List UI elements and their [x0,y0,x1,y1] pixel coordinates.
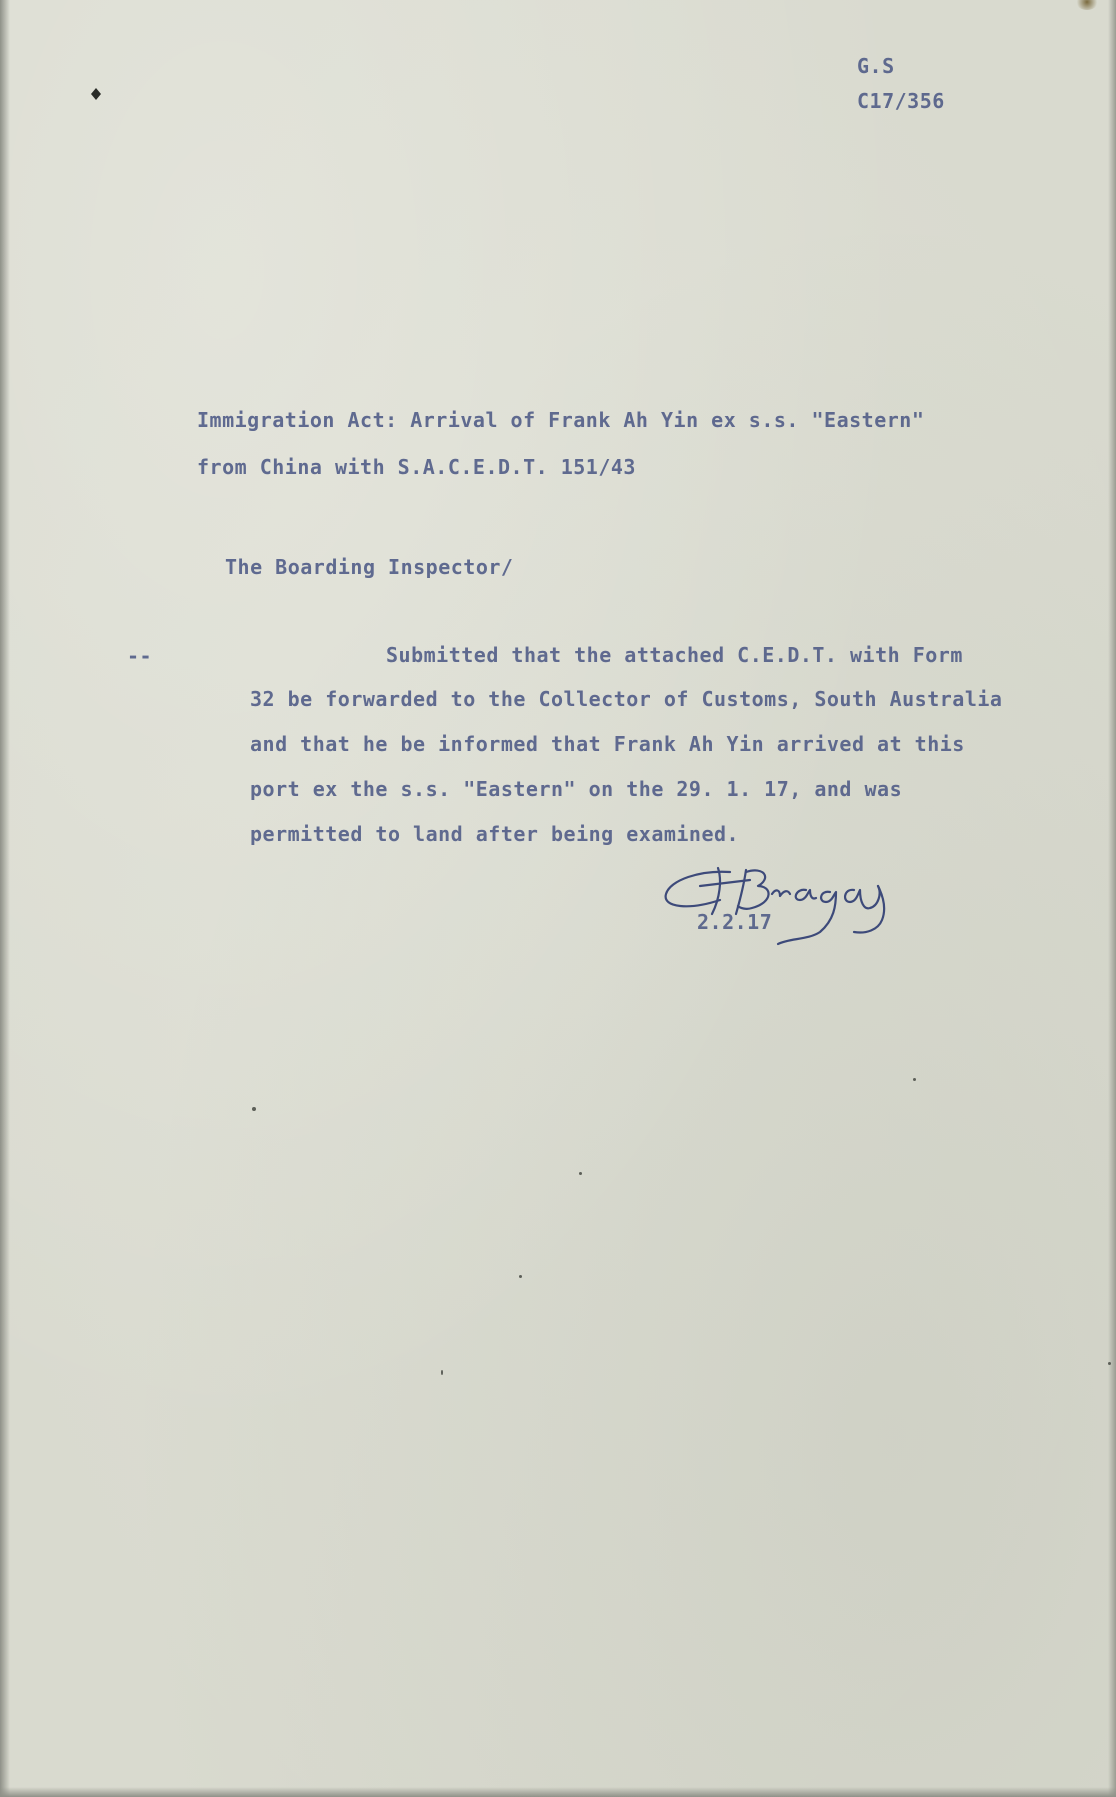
paper-speck [519,1275,522,1278]
punch-mark-icon [90,88,102,100]
addressee: The Boarding Inspector/ [225,555,514,579]
signature-date: 2.2.17 [697,910,773,934]
body-line-4: port ex the s.s. "Eastern" on the 29. 1. 17, and was [250,777,903,801]
ink-stain [1076,0,1098,10]
body-line-2: 32 be forwarded to the Collector of Customs, South Australia [250,687,1003,711]
subject-line-1: Immigration Act: Arrival of Frank Ah Yin ex s.s. "Eastern" [197,408,925,432]
paper-speck [913,1078,916,1081]
paper-speck [252,1107,256,1111]
body-line-1: Submitted that the attached C.E.D.T. with Form [386,643,963,667]
margin-mark: -- [127,644,153,668]
paper-speck [579,1172,582,1175]
file-reference-number: C17/356 [857,89,945,113]
file-reference-gs: G.S [857,54,895,78]
body-line-5: permitted to land after being examined. [250,822,740,846]
handwritten-signature [660,850,910,950]
body-line-3: and that he be informed that Frank Ah Yin arrived at this [250,732,965,756]
paper-speck [1108,1362,1111,1365]
paper-speck [441,1370,443,1375]
subject-line-2: from China with S.A.C.E.D.T. 151/43 [197,455,636,479]
page-edge-bottom [0,1787,1116,1797]
page-edge-right [1108,0,1116,1797]
page-edge-left [0,0,10,1797]
